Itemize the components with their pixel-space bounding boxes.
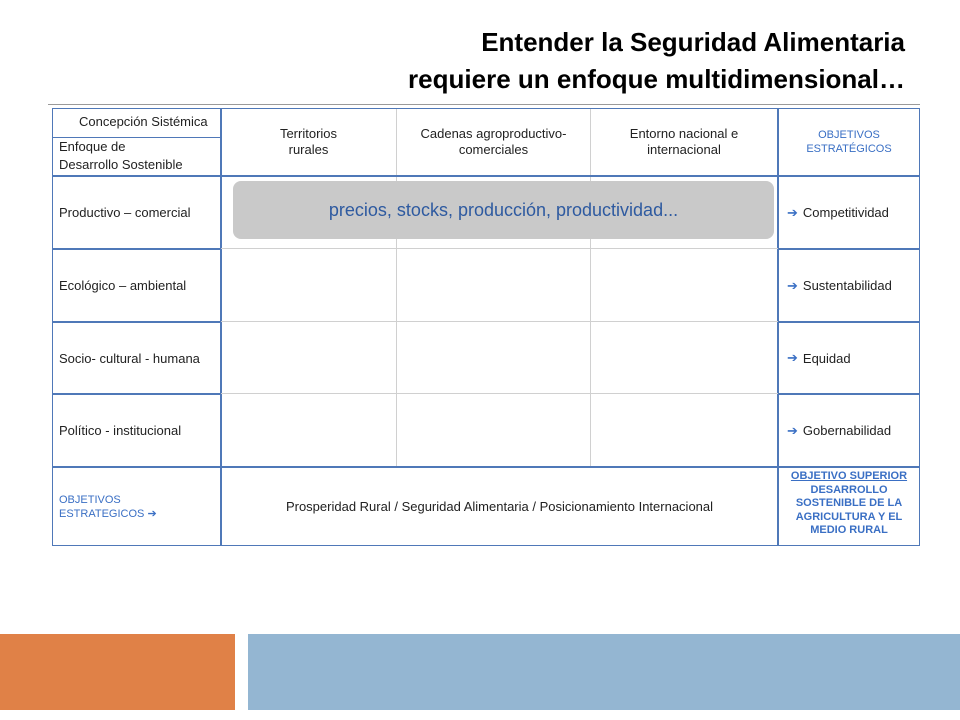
- row-label-political: Político - institucional: [59, 423, 182, 438]
- superior-objective-line4: MEDIO RURAL: [810, 524, 888, 536]
- row-objective-equity: [779, 323, 919, 393]
- title-divider: [48, 104, 920, 105]
- superior-objective-line1: DESARROLLO: [810, 483, 888, 496]
- superior-objective-line3: AGRICULTURA Y EL: [795, 510, 903, 523]
- row-label-productive: Productivo – comercial: [59, 205, 191, 220]
- row-label-ecological: Ecológico – ambiental: [59, 278, 187, 293]
- objective-label: Sustentabilidad: [802, 278, 892, 293]
- column-environment-line1: Entorno nacional e: [629, 126, 739, 141]
- arrow-right-icon: ➔: [787, 422, 798, 438]
- grid-hline-row3: [221, 393, 778, 394]
- objectives-header-line2: ESTRATÉGICOS: [806, 143, 892, 155]
- corner-line2: Desarrollo Sostenible: [59, 157, 183, 172]
- grid-hline-row2: [221, 321, 778, 322]
- row-objective-competitiveness: [779, 177, 919, 248]
- column-territories-line2: rurales: [288, 142, 329, 157]
- objective-label: Equidad: [802, 350, 851, 366]
- arrow-right-icon: ➔: [787, 204, 798, 220]
- corner-systemic-label: Concepción Sistémica: [79, 114, 208, 129]
- column-chains-line1: Cadenas agroproductivo-: [420, 126, 567, 141]
- objective-label: Gobernabilidad: [802, 423, 892, 438]
- footer-left-line2: ESTRATEGICOS: [59, 507, 145, 520]
- arrow-right-icon: ➔: [787, 350, 798, 365]
- footer-superior-objective: [779, 469, 919, 545]
- superior-objective-heading: OBJETIVO SUPERIOR: [790, 470, 908, 482]
- grid-hline-row1: [221, 248, 778, 249]
- slide-title-line1: Entender la Seguridad Alimentaria: [481, 27, 905, 57]
- footer-strategic-objectives: [59, 468, 219, 545]
- corner-line1: Enfoque de: [59, 139, 126, 154]
- row-label-sociocultural: Socio- cultural - humana: [59, 350, 200, 366]
- footer-prosperity-statement: Prosperidad Rural / Seguridad Alimentaria / Posicionamiento Internacional: [285, 499, 714, 514]
- column-header-territories: [221, 109, 396, 175]
- column-chains-line2: comerciales: [458, 142, 529, 157]
- column-header-environment: [591, 109, 777, 175]
- slide-title-line2: requiere un enfoque multidimensional…: [408, 64, 905, 94]
- row-objective-governability: [779, 395, 919, 466]
- systemic-matrix-table: [52, 108, 920, 546]
- objective-label: Competitividad: [802, 205, 889, 220]
- column-territories-line1: Territorios: [279, 126, 338, 141]
- column-header-objectives: [779, 109, 919, 175]
- footer-blue-block: [248, 634, 960, 710]
- column-environment-line2: internacional: [647, 142, 721, 157]
- corner-sustainable-label: [59, 138, 219, 174]
- footer-left-line1: OBJETIVOS: [59, 493, 121, 506]
- superior-objective-line2: SOSTENIBLE DE LA: [795, 497, 903, 509]
- footer-orange-block: [0, 634, 235, 710]
- indicators-overlay-callout: precios, stocks, producción, productividad...: [233, 181, 774, 239]
- arrow-right-icon: ➔: [147, 507, 157, 520]
- row-objective-sustainability: [779, 250, 919, 321]
- column-header-chains: [397, 109, 590, 175]
- objectives-header-line1: OBJETIVOS: [818, 129, 880, 141]
- arrow-right-icon: ➔: [787, 277, 798, 293]
- slide-title: [408, 24, 905, 98]
